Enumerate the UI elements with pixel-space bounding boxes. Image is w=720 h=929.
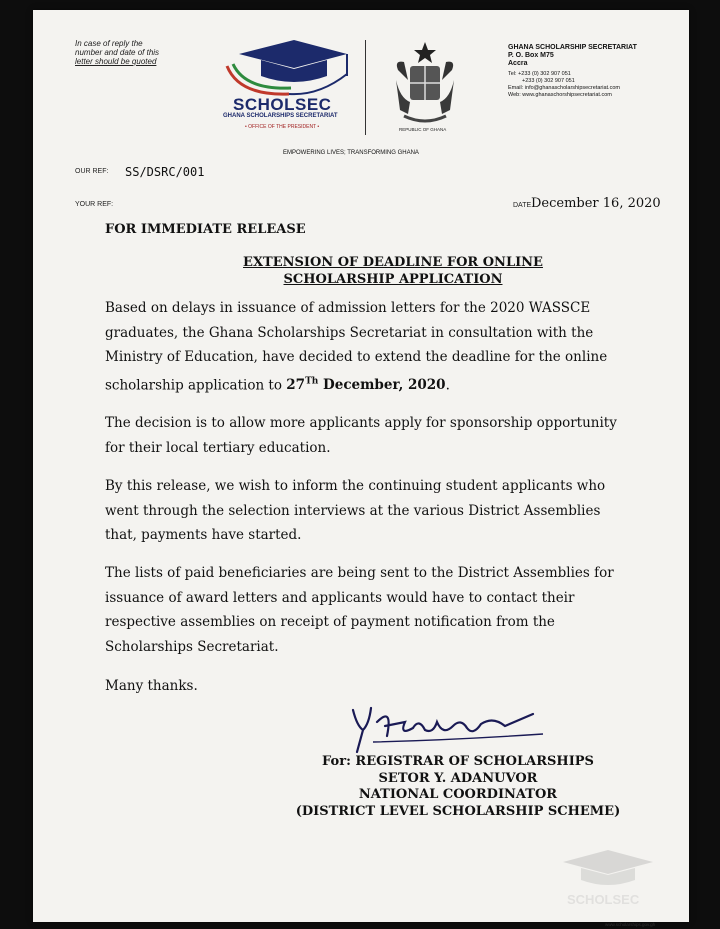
- deadline-suffix: Th: [305, 376, 319, 387]
- paragraph-line: The decision is to allow more applicants apply for sponsorship opportunity: [105, 415, 617, 431]
- paragraph-2: [105, 411, 665, 460]
- address-org: GHANA SCHOLARSHIP SECRETARIAT: [508, 44, 637, 51]
- address-web: Web: www.ghanaschorshipsecretariat.com: [508, 92, 612, 98]
- letter-page: [33, 10, 689, 927]
- paragraph-line: The lists of paid beneficiaries are being sent to the District Assemblies for: [105, 565, 614, 581]
- paragraph-line: respective assemblies on receipt of payment notification from the: [105, 614, 555, 630]
- footer-website: www.scholarships.gov.gh: [605, 922, 656, 927]
- watermark-logo-icon: [553, 848, 663, 908]
- paragraph-1: [105, 296, 665, 398]
- address-city: Accra: [508, 60, 528, 67]
- coat-of-arms-label: REPUBLIC OF GHANA: [399, 127, 447, 132]
- release-heading: FOR IMMEDIATE RELEASE: [105, 222, 306, 237]
- paragraph-line: Based on delays in issuance of admission letters for the 2020 WASSCE: [105, 300, 591, 316]
- reply-note: [75, 39, 195, 66]
- letter-title-line: EXTENSION OF DEADLINE FOR ONLINE: [243, 255, 543, 270]
- letter-title: [183, 254, 603, 288]
- closing: [105, 674, 665, 699]
- logo-subtitle: GHANA SCHOLARSHIPS SECRETARIAT: [223, 113, 338, 119]
- date-value: December 16, 2020: [531, 196, 661, 211]
- closing-text: Many thanks.: [105, 678, 198, 694]
- signatory-block: [288, 754, 628, 820]
- signatory-line: For: REGISTRAR OF SCHOLARSHIPS: [322, 754, 594, 769]
- signatory-line: NATIONAL COORDINATOR: [358, 787, 558, 802]
- logo-office: • OFFICE OF THE PRESIDENT •: [245, 124, 320, 130]
- signature-icon: [333, 696, 553, 756]
- our-ref-value: SS/DSRC/001: [125, 165, 205, 179]
- address-email: Email: info@ghanascholarshipsecretariat.com: [508, 85, 620, 91]
- coat-of-arms-icon: [390, 40, 460, 130]
- paragraph-3: [105, 474, 665, 548]
- date-label: DATE: [513, 202, 532, 209]
- watermark-text: SCHOLSEC: [567, 892, 640, 907]
- paragraph-line: Ministry of Education, have decided to extend the deadline for the online: [105, 349, 608, 365]
- deadline-date: December, 2020: [318, 377, 446, 393]
- deadline-prefix: scholarship application to: [105, 377, 287, 393]
- signatory-line: (DISTRICT LEVEL SCHOLARSHIP SCHEME): [295, 803, 621, 819]
- motto: EMPOWERING LIVES; TRANSFORMING GHANA: [283, 150, 419, 156]
- paragraph-line: went through the selection interviews at the various District Assemblies: [105, 502, 601, 519]
- paragraph-line: By this release, we wish to inform the continuing student applicants who: [105, 478, 606, 494]
- reply-note-line: In case of reply the: [75, 39, 143, 48]
- your-ref-label: YOUR REF:: [75, 201, 114, 208]
- paragraph-4: [105, 561, 665, 659]
- header-divider: [365, 40, 366, 135]
- paragraph-line: issuance of award letters and applicants would have to contact their: [105, 589, 575, 606]
- secretariat-address: [508, 44, 688, 99]
- address-box: P. O. Box M75: [508, 52, 554, 59]
- paragraph-line: Scholarships Secretariat.: [105, 638, 279, 655]
- paragraph-line: [105, 370, 665, 398]
- address-tel: Tel: +233 (0) 302 907 051: [508, 71, 571, 77]
- address-tel: +233 (0) 302 907 051: [522, 78, 575, 84]
- deadline-period: .: [445, 377, 450, 393]
- reply-note-line: number and date of this: [75, 48, 160, 57]
- paragraph-line: that, payments have started.: [105, 527, 302, 543]
- reply-note-line: letter should be quoted: [75, 57, 157, 66]
- logo-name: SCHOLSEC: [233, 95, 332, 114]
- deadline-day: 27: [286, 377, 306, 393]
- our-ref-label: OUR REF:: [75, 168, 109, 175]
- paragraph-line: for their local tertiary education.: [105, 439, 331, 456]
- letter-title-line: SCHOLARSHIP APPLICATION: [283, 272, 503, 287]
- signatory-line: SETOR Y. ADANUVOR: [378, 770, 538, 786]
- paragraph-line: graduates, the Ghana Scholarships Secretariat in consultation with the: [105, 324, 594, 341]
